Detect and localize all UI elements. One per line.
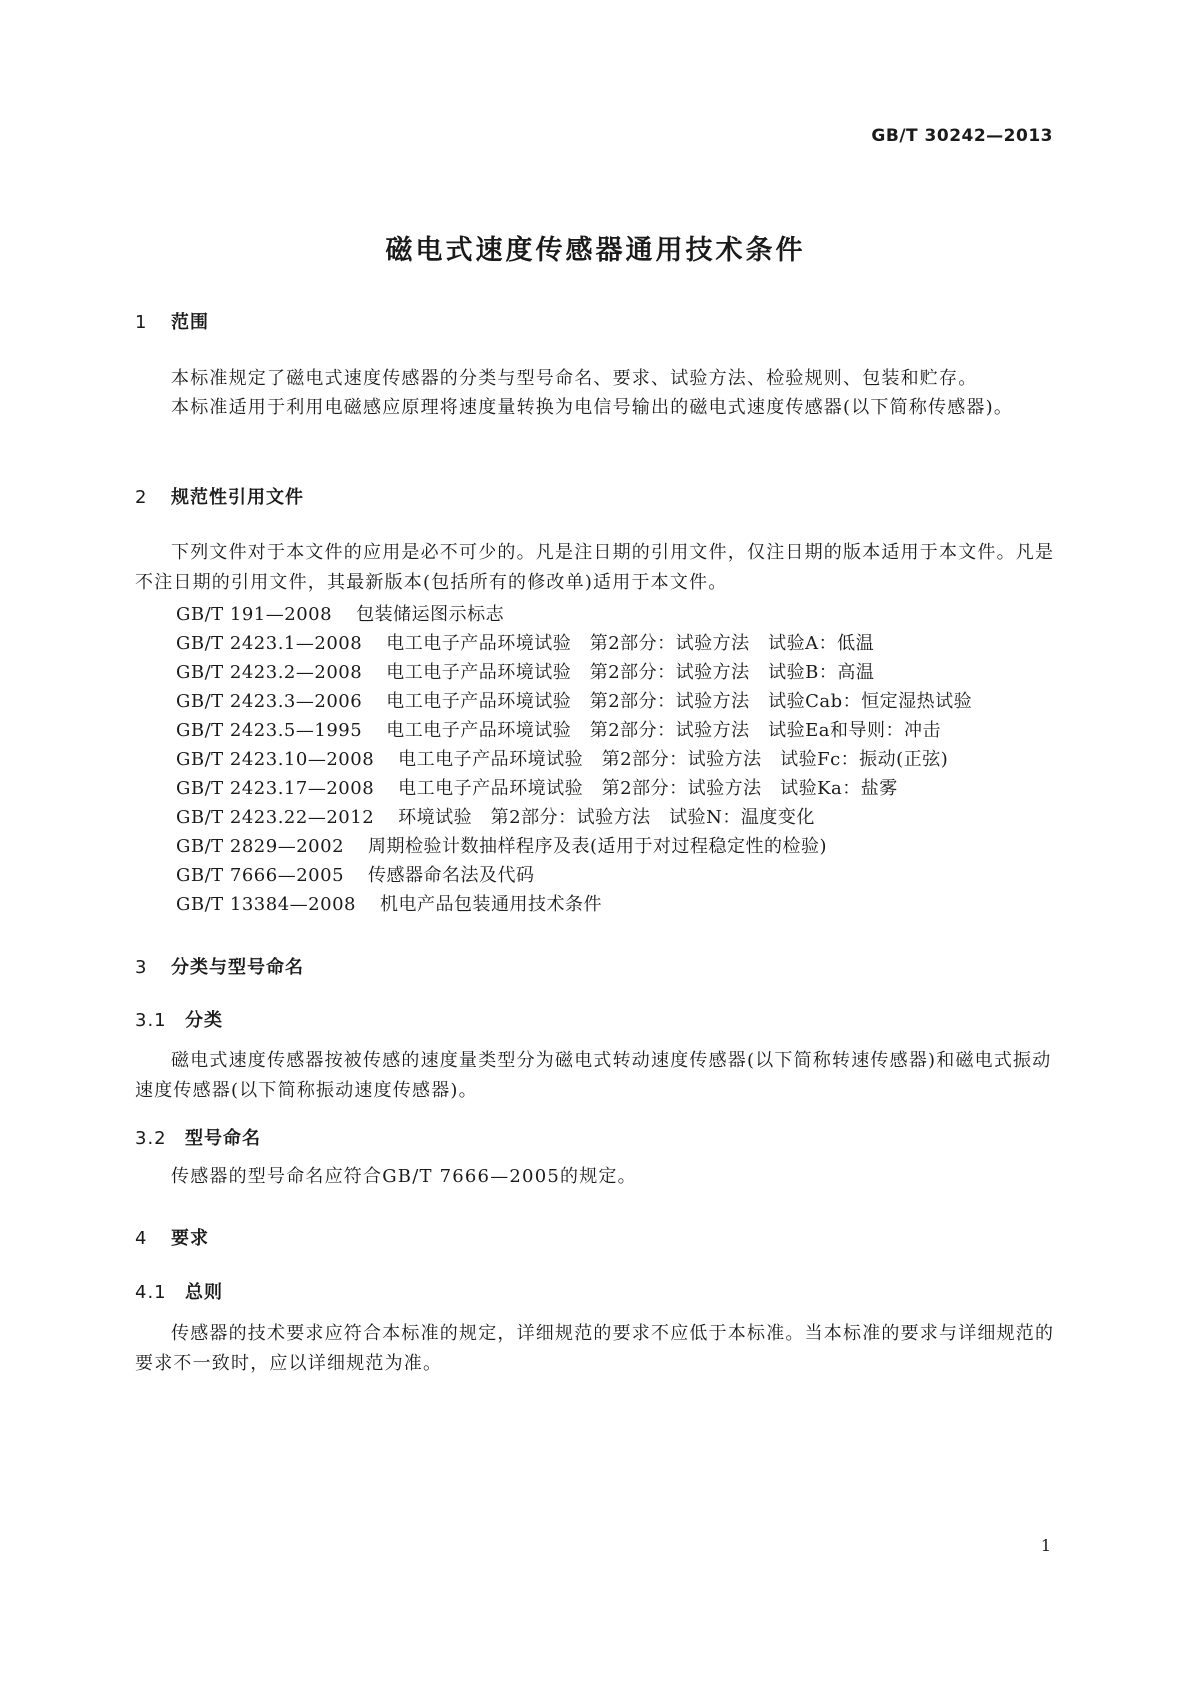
reference-title: 传感器命名法及代码 (368, 865, 535, 886)
section-2-heading (135, 483, 304, 509)
subsection-3-2-paragraph: 传感器的型号命名应符合GB/T 7666—2005的规定。 (171, 1166, 637, 1187)
reference-code: GB/T 2423.2—2008 (176, 662, 363, 683)
reference-code: GB/T 2423.5—1995 (176, 720, 363, 741)
section-1-paragraph-2: 本标准适用于利用电磁感应原理将速度量转换为电信号输出的磁电式速度传感器(以下简称传感器)。 (171, 397, 1014, 418)
subsection-number: 3.2 (135, 1128, 167, 1149)
reference-code: GB/T 2423.10—2008 (176, 749, 375, 770)
section-1-heading (135, 308, 209, 334)
reference-item (176, 774, 898, 800)
reference-title: 电工电子产品环境试验 第2部分：试验方法 试验B：高温 (386, 662, 875, 683)
reference-title: 电工电子产品环境试验 第2部分：试验方法 试验Fc：振动(正弦) (398, 749, 949, 770)
section-number: 4 (135, 1228, 148, 1249)
reference-code: GB/T 13384—2008 (176, 894, 356, 915)
section-number: 1 (135, 312, 148, 333)
reference-title: 环境试验 第2部分：试验方法 试验N：温度变化 (398, 807, 815, 828)
reference-code: GB/T 2423.17—2008 (176, 778, 375, 799)
section-2-intro: 下列文件对于本文件的应用是必不可少的。凡是注日期的引用文件，仅注日期的版本适用于本文件。凡是不注日期的引用文件，其最新版本(包括所有的修改单)适用于本文件。 (135, 542, 1055, 593)
subsection-3-1-heading (135, 1006, 223, 1032)
reference-item (176, 745, 948, 771)
reference-item (176, 861, 535, 887)
subsection-title: 总则 (185, 1282, 223, 1303)
section-1-paragraph-1: 本标准规定了磁电式速度传感器的分类与型号命名、要求、试验方法、检验规则、包装和贮存。 (171, 368, 978, 389)
page-number: 1 (1040, 1536, 1051, 1555)
reference-title: 机电产品包装通用技术条件 (379, 894, 602, 915)
standard-code: GB/T 30242—2013 (871, 126, 1053, 146)
subsection-3-2-heading (135, 1124, 261, 1150)
subsection-number: 4.1 (135, 1282, 167, 1303)
reference-code: GB/T 191—2008 (176, 604, 333, 625)
reference-item (176, 629, 874, 655)
subsection-title: 分类 (185, 1010, 223, 1031)
reference-item (176, 716, 941, 742)
section-number: 3 (135, 957, 148, 978)
reference-item (176, 890, 602, 916)
reference-code: GB/T 7666—2005 (176, 865, 345, 886)
section-title: 分类与型号命名 (171, 957, 304, 978)
reference-code: GB/T 2423.1—2008 (176, 633, 363, 654)
reference-title: 电工电子产品环境试验 第2部分：试验方法 试验A：低温 (386, 633, 875, 654)
section-number: 2 (135, 487, 148, 508)
reference-title: 电工电子产品环境试验 第2部分：试验方法 试验Cab：恒定湿热试验 (386, 691, 973, 712)
reference-item (176, 600, 504, 626)
reference-code: GB/T 2829—2002 (176, 836, 345, 857)
reference-code: GB/T 2423.3—2006 (176, 691, 363, 712)
reference-item (176, 687, 972, 713)
section-title: 要求 (171, 1228, 209, 1249)
reference-title: 包装储运图示标志 (356, 604, 505, 625)
subsection-4-1-heading (135, 1278, 223, 1304)
section-3-heading (135, 953, 304, 979)
reference-title: 周期检验计数抽样程序及表(适用于对过程稳定性的检验) (368, 836, 828, 857)
subsection-4-1-paragraph: 传感器的技术要求应符合本标准的规定，详细规范的要求不应低于本标准。当本标准的要求与详细规范的要求不一致时，应以详细规范为准。 (135, 1323, 1055, 1374)
reference-item (176, 803, 815, 829)
subsection-title: 型号命名 (185, 1128, 261, 1149)
reference-title: 电工电子产品环境试验 第2部分：试验方法 试验Ka：盐雾 (398, 778, 898, 799)
reference-title: 电工电子产品环境试验 第2部分：试验方法 试验Ea和导则：冲击 (386, 720, 942, 741)
document-title: 磁电式速度传感器通用技术条件 (385, 235, 806, 266)
reference-item (176, 658, 874, 684)
section-title: 规范性引用文件 (171, 487, 304, 508)
section-4-heading (135, 1224, 209, 1250)
subsection-3-1-paragraph: 磁电式速度传感器按被传感的速度量类型分为磁电式转动速度传感器(以下简称转速传感器)和磁电式振动速度传感器(以下简称振动速度传感器)。 (135, 1050, 1052, 1101)
reference-item (176, 832, 827, 858)
reference-code: GB/T 2423.22—2012 (176, 807, 375, 828)
subsection-number: 3.1 (135, 1010, 167, 1031)
section-title: 范围 (171, 312, 209, 333)
